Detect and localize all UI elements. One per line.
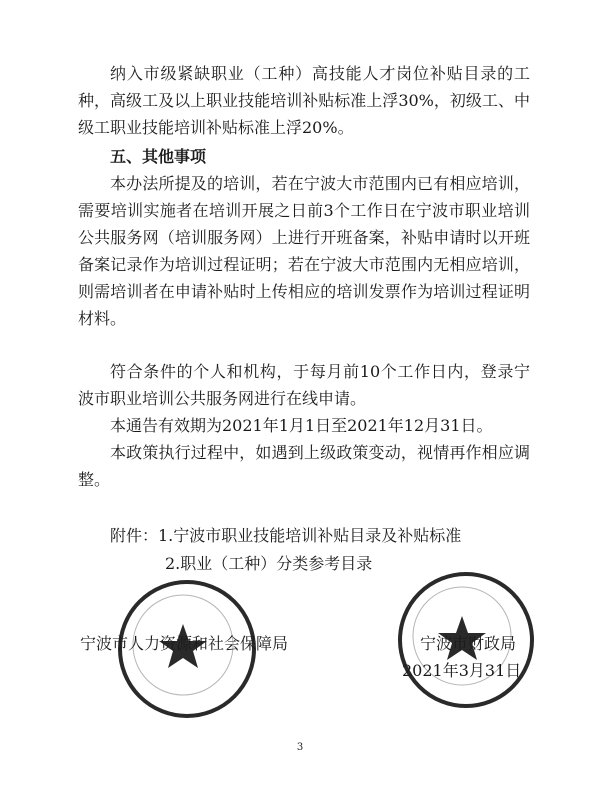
paragraph-application: 符合条件的个人和机构，于每月前10个工作日内，登录宁波市职业培训公共服务网进行在线申请。: [78, 362, 530, 408]
section-heading-other-matters: 五、其他事项: [110, 147, 207, 166]
paragraph-validity: 本通告有效期为2021年1月1日至2021年12月31日。: [110, 416, 493, 435]
signature-date: 2021年3月31日: [402, 661, 522, 680]
signature-org-finance: 宁波市财政局: [420, 634, 517, 653]
paragraph-policy-adjustment: 本政策执行过程中，如遇到上级政策变动，视情再作相应调整。: [78, 443, 530, 489]
page-number: 3: [296, 742, 304, 753]
signature-org-hrss: 宁波市人力资源和社会保障局: [80, 634, 289, 653]
paragraph-subsidy-uplift: 纳入市级紧缺职业（工种）高技能人才岗位补贴目录的工种，高级工及以上职业技能培训补贴标准上浮30%，初级工、中级工职业技能培训补贴标准上浮20%。: [78, 64, 530, 137]
attachment-item-2: 2.职业（工种）分类参考目录: [165, 554, 373, 573]
attachment-item-1: 附件：1.宁波市职业技能培训补贴目录及补贴标准: [110, 526, 462, 545]
paragraph-training-filing: 本办法所提及的培训，若在宁波大市范围内已有相应培训，需要培训实施者在培训开展之日前3个工作日在宁波市职业培训公共服务网（培训服务网）上进行开班备案，补贴申请时以开班备案记录作为培训过程证明；若在宁波大市范围内无相应培训，则需培训者在申请补贴时上传相应的培训发票作为培训过程证明材料。: [78, 174, 530, 328]
